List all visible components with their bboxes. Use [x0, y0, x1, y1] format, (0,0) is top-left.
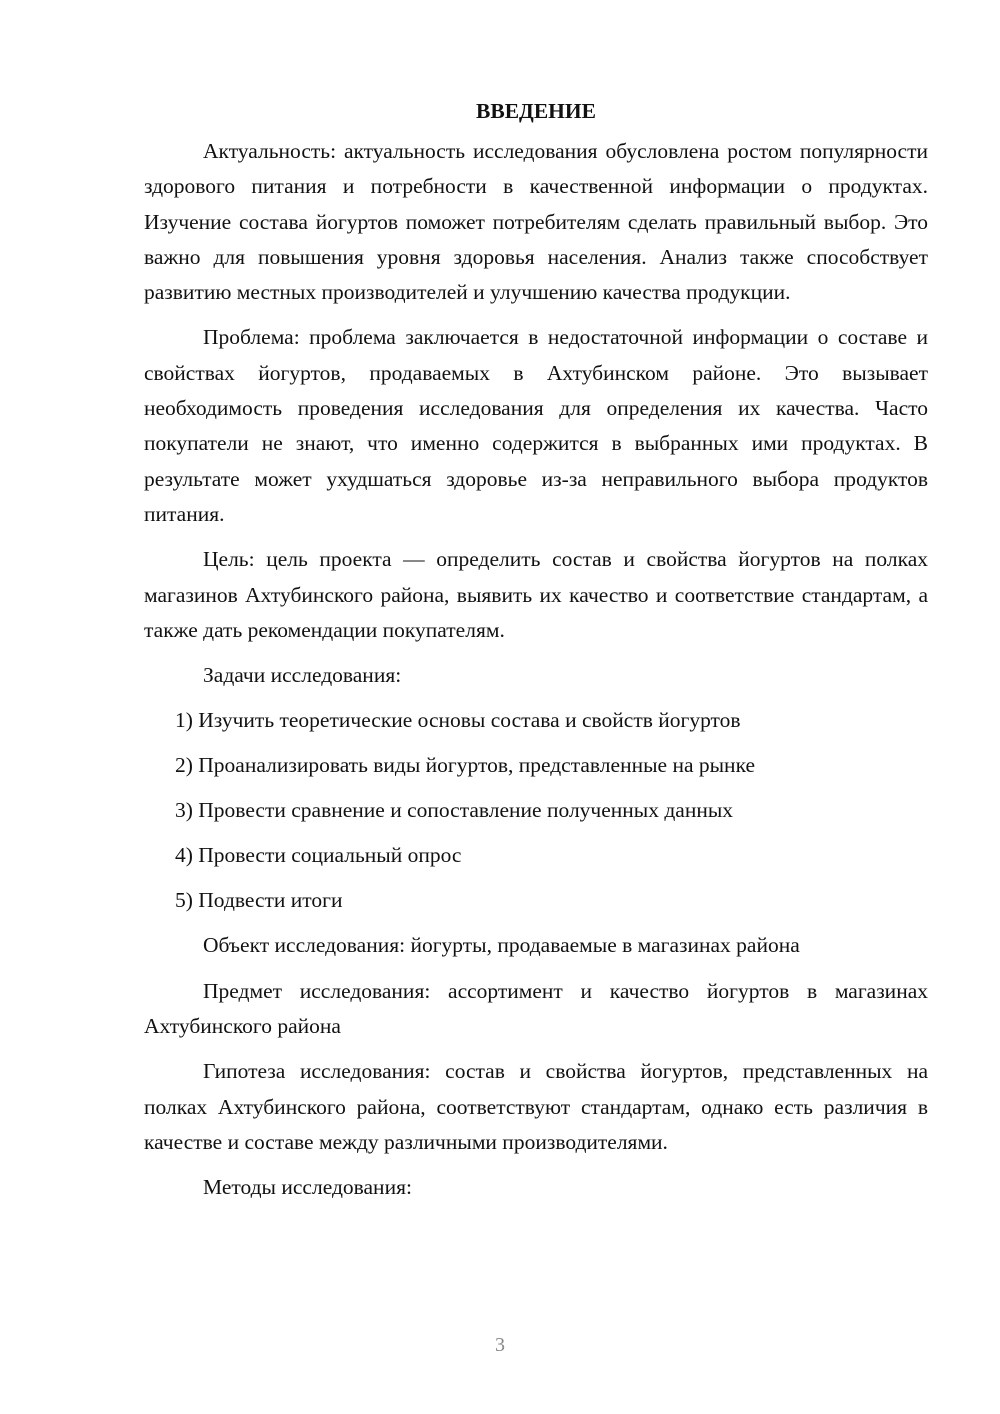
page-content — [144, 94, 928, 1216]
task-item-1: 1) Изучить теоретические основы состава и свойств йогуртов — [175, 708, 741, 733]
task-item-5: 5) Подвести итоги — [175, 888, 343, 913]
tasks-list — [144, 703, 928, 918]
hypothesis-paragraph: Гипотеза исследования: состав и свойства йогуртов, представленных на полках Ахтубинского района, соответствуют стандартам, однако есть различия в качестве и составе между различными производителями. — [144, 1059, 928, 1154]
section-heading: ВВЕДЕНИЕ — [476, 99, 596, 123]
page-number: 3 — [495, 1334, 505, 1356]
problem-paragraph: Проблема: проблема заключается в недостаточной информации о составе и свойствах йогуртов, продаваемых в Ахтубинском районе. Это вызывает необходимость проведения исследования для определения их качества. Часто покупатели не знают, что именно содержится в выбранных ими продуктах. В результате может ухудшаться здоровье из-за неправильного выбора продуктов питания. — [144, 325, 928, 526]
task-item-4: 4) Провести социальный опрос — [175, 843, 462, 868]
tasks-title: Задачи исследования: — [203, 663, 402, 688]
task-item-2: 2) Проанализировать виды йогуртов, представленные на рынке — [175, 753, 756, 778]
relevance-paragraph: Актуальность: актуальность исследования обусловлена ростом популярности здорового питания и потребности в качественной информации о продуктах. Изучение состава йогуртов поможет потребителям сделать правильный выбор. Это важно для повышения уровня здоровья населения. Анализ также способствует развитию местных производителей и улучшению качества продукции. — [144, 139, 928, 305]
object-paragraph: Объект исследования: йогурты, продаваемые в магазинах района — [203, 933, 800, 958]
goal-paragraph: Цель: цель проекта — определить состав и свойства йогуртов на полках магазинов Ахтубинского района, выявить их качество и соответствие стандартам, а также дать рекомендации покупателям. — [144, 547, 928, 642]
task-item-3: 3) Провести сравнение и сопоставление полученных данных — [175, 798, 734, 823]
methods-title: Методы исследования: — [203, 1175, 412, 1200]
subject-paragraph: Предмет исследования: ассортимент и качество йогуртов в магазинах Ахтубинского района — [144, 978, 928, 1039]
